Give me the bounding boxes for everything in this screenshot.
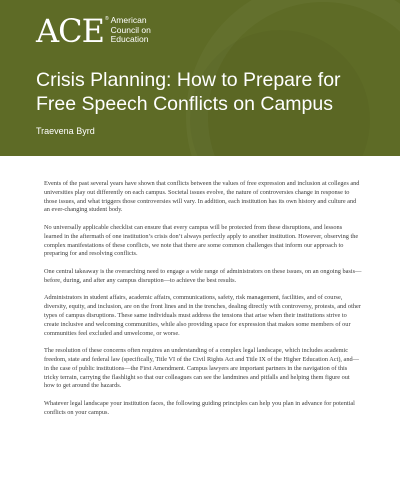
paragraph: Events of the past several years have shown that conflicts between the values of free expression and inclusion at colleges and universities play out differently on each campus. Societal issues evolve, the nature of controversies change in response to those issues, and what triggers those controversies will vary. In addition, each institution has its own history and culture and an ever-changing student body. [44,180,360,214]
logo-line-3: Education [110,34,149,44]
author-name: Traevena Byrd [36,126,95,136]
logo-wordmark [111,16,151,45]
header-banner [0,0,400,156]
logo-mark: ACE [36,12,104,50]
paragraph: No universally applicable checklist can ensure that every campus will be protected from these disruptions, and lessons learned in the aftermath of one institution’s crisis don’t always perfectly apply to another institution. However, observing the complex manifestations of these conflicts, we note that there are some common challenges that inform our approach to preparing for and resolving conflicts. [44,223,359,258]
paragraph: The resolution of these concerns often requires an understanding of a complex legal landscape, which includes academic freedom, state and federal law (specifically, Title VI of the Civil Rights Act and Title IX of the Higher Education Act), and—in the case of public institutions—the First Amendment. Campus lawyers are important partners in the navigation of this tricky terrain, carrying the flashlight so that our colleagues can see the landmines and pitfalls and helping them figure out how to get around the hazards. [44,347,359,390]
ace-logo [36,14,151,48]
article-body [44,180,362,426]
paragraph: One central takeaway is the overarching need to engage a wide range of administrators on these issues, on an ongoing basis—before, during, and after any campus disruption—to achieve the best results. [44,267,362,284]
logo-line-2: Council on [110,24,151,35]
paragraph: Administrators in student affairs, academic affairs, communications, safety, risk management, facilities, and of course, diversity, equity, and inclusion, are on the front lines and in the trenches, dealing directly with controversy, protests, and other types of campus disruptions. These same individuals must address the tensions that arise when their institutions strive to create inclusive and welcoming communities, while also providing space for expression that makes some members of our communities feel excluded and unwelcome, or worse. [44,294,361,337]
logo-line-1: American [110,15,147,25]
registered-mark: ® [104,16,109,22]
document-title: Crisis Planning: How to Prepare for Free Speech Conflicts on Campus [36,69,341,115]
paragraph: Whatever legal landscape your institution faces, the following guiding principles can help you plan in advance for potential conflicts on your campus. [44,399,355,416]
